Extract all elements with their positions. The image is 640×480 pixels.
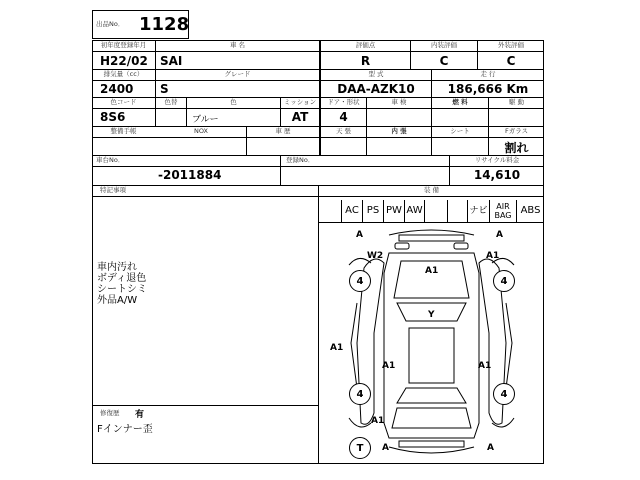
tire-front-right: 4: [493, 270, 515, 292]
repair-label: 修復歴: [100, 409, 120, 417]
color-swap-label: 色替: [164, 98, 178, 106]
roof-label: 天 張: [335, 127, 352, 135]
damage-mark: A1: [486, 251, 500, 261]
damage-mark: A1: [330, 343, 344, 353]
damage-mark: A: [382, 443, 389, 453]
tire-rear-left: 4: [349, 383, 371, 405]
equipment-aw: AW: [404, 200, 425, 222]
equipment-navi: ナビ: [467, 200, 489, 222]
equipment-blank: [447, 200, 467, 222]
mileage-label: 走 行: [480, 70, 496, 78]
equipment-label: 装 備: [423, 186, 440, 194]
damage-mark: A: [487, 443, 494, 453]
damage-mark: A: [356, 230, 363, 240]
equipment-pw: PW: [383, 200, 404, 222]
recycle-fee: 14,610: [473, 168, 521, 182]
model-code: DAA-AZK10: [337, 82, 415, 96]
doors: 4: [339, 110, 348, 124]
tire-front-left: 4: [349, 270, 371, 292]
tire-rear-right: 4: [493, 383, 515, 405]
damage-mark: A1: [382, 361, 396, 371]
equipment-airbag: AIR BAG: [489, 200, 516, 222]
color-code: 8S6: [100, 110, 126, 124]
displacement: 2400: [100, 82, 134, 96]
evaluation-score: R: [360, 54, 371, 68]
chassis-label: 車台No．: [96, 156, 125, 164]
history-label: 車 歴: [275, 127, 291, 135]
year-label: 初年度登録年月: [100, 41, 147, 49]
chassis-number: -2011884: [158, 168, 222, 182]
note-item: シートシミ: [97, 284, 147, 295]
mission-label: ミッション: [283, 98, 317, 106]
lot-label: 出品No．: [96, 20, 125, 28]
color: ブルー: [192, 115, 219, 125]
mission: AT: [291, 110, 309, 124]
recycle-label: リサイクル料金: [474, 156, 520, 164]
note-item: 車内汚れ: [97, 262, 137, 273]
front-glass: 割れ: [504, 141, 529, 155]
score-label: 評価点: [355, 41, 376, 49]
interior-label: 内装評価: [431, 41, 457, 49]
damage-mark: A: [496, 230, 503, 240]
grade: S: [160, 82, 169, 96]
nox-label: NOX: [193, 127, 208, 135]
interior-grade: C: [439, 54, 449, 68]
repair-note: Fインナー歪: [97, 424, 153, 435]
note-item: ボディ退色: [97, 273, 147, 284]
damage-mark: W2: [367, 251, 384, 261]
model-label: 型 式: [368, 70, 384, 78]
fuel-label: 燃 料: [452, 98, 468, 106]
vehicle-check-label: 車 検: [391, 98, 407, 106]
exterior-grade: C: [506, 54, 516, 68]
color-label: 色: [230, 98, 237, 106]
notes-label: 特記事項: [100, 186, 126, 194]
damage-mark: A1: [371, 416, 385, 426]
seat-label: シート: [450, 127, 470, 135]
equipment-abs: ABS: [516, 200, 544, 222]
manual-label: 整備手帳: [110, 127, 137, 135]
car-name-label: 車 名: [229, 41, 246, 49]
first-registration-year: H22/02: [100, 54, 148, 68]
doors-label: ドア・形状: [327, 98, 360, 106]
grade-label: グレード: [224, 70, 251, 78]
note-item: 外品A/W: [97, 295, 138, 306]
interior-trim-label: 内 張: [391, 127, 407, 135]
displacement-label: 排気量（cc）: [103, 70, 144, 78]
registration-label: 登録No．: [286, 156, 315, 164]
car-name: SAI: [160, 54, 183, 68]
exterior-label: 外装評価: [498, 41, 524, 49]
drive-label: 駆 動: [508, 98, 525, 106]
glass-label: Fガラス: [504, 127, 529, 135]
car-diagram: [319, 223, 544, 464]
equipment-ps: PS: [362, 200, 383, 222]
damage-mark: A1: [425, 266, 439, 276]
color-code-label: 色コード: [110, 98, 137, 106]
damage-mark: Y: [428, 310, 435, 320]
lot-box: [92, 10, 189, 39]
trunk-tire-mark: T: [349, 437, 371, 459]
equipment-ac: AC: [341, 200, 362, 222]
lot-number: 1128: [139, 14, 190, 35]
mileage: 186,666 Km: [447, 82, 529, 96]
repair-value: 有: [135, 410, 145, 420]
damage-mark: A1: [478, 361, 492, 371]
